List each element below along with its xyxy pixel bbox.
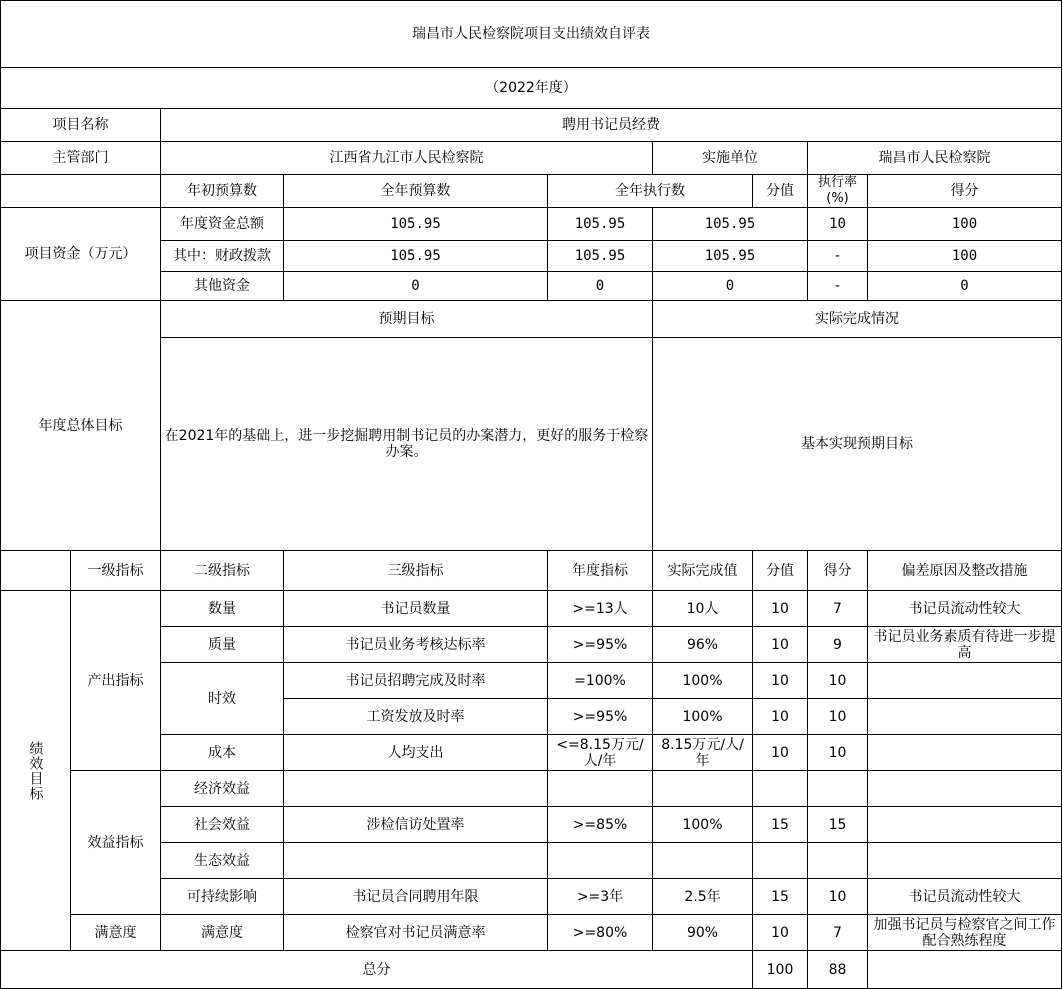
funds-cell: - bbox=[808, 241, 868, 272]
weight-cell: 15 bbox=[753, 807, 808, 843]
total-score: 88 bbox=[808, 951, 868, 989]
score-cell: 10 bbox=[808, 699, 868, 735]
funds-cell: 0 bbox=[284, 272, 548, 301]
funds-label: 项目资金（万元） bbox=[1, 208, 161, 301]
funds-header-rate: 执行率(%) bbox=[808, 175, 868, 208]
reason-cell bbox=[868, 771, 1062, 807]
funds-header-weight: 分值 bbox=[753, 175, 808, 208]
funds-header-initial: 年初预算数 bbox=[161, 175, 284, 208]
actual-cell bbox=[653, 771, 753, 807]
weight-cell: 15 bbox=[753, 879, 808, 915]
score-cell: 9 bbox=[808, 627, 868, 663]
weight-cell: 10 bbox=[753, 735, 808, 771]
perf-header: 一级指标 bbox=[71, 551, 161, 591]
funds-header-score: 得分 bbox=[868, 175, 1062, 208]
target-cell bbox=[548, 843, 653, 879]
actual-cell: 8.15万元/人/年 bbox=[653, 735, 753, 771]
weight-cell: 10 bbox=[753, 915, 808, 951]
total-weight: 100 bbox=[753, 951, 808, 989]
funds-cell: 0 bbox=[653, 272, 808, 301]
funds-row-label: 其中：财政拨款 bbox=[161, 241, 284, 272]
score-cell: 7 bbox=[808, 591, 868, 627]
perf-header: 三级指标 bbox=[284, 551, 548, 591]
level2-cell: 成本 bbox=[161, 735, 284, 771]
score-cell bbox=[808, 843, 868, 879]
annual-goal-label: 年度总体目标 bbox=[1, 301, 161, 551]
weight-cell bbox=[753, 771, 808, 807]
output-indicator-label: 产出指标 bbox=[71, 591, 161, 771]
actual-cell: 100% bbox=[653, 699, 753, 735]
reason-cell: 书记员流动性较大 bbox=[868, 591, 1062, 627]
perf-header: 实际完成值 bbox=[653, 551, 753, 591]
perf-header: 偏差原因及整改措施 bbox=[868, 551, 1062, 591]
level3-cell: 书记员业务考核达标率 bbox=[284, 627, 548, 663]
target-cell: >=13人 bbox=[548, 591, 653, 627]
level3-cell: 涉检信访处置率 bbox=[284, 807, 548, 843]
reason-cell: 书记员业务素质有待进一步提高 bbox=[868, 627, 1062, 663]
score-cell: 10 bbox=[808, 735, 868, 771]
funds-cell: 105.95 bbox=[548, 208, 653, 241]
perf-header: 二级指标 bbox=[161, 551, 284, 591]
benefit-indicator-label: 效益指标 bbox=[71, 771, 161, 915]
level2-cell: 经济效益 bbox=[161, 771, 284, 807]
funds-header-blank bbox=[1, 175, 161, 208]
perf-header: 分值 bbox=[753, 551, 808, 591]
reason-cell: 加强书记员与检察官之间工作配合熟练程度 bbox=[868, 915, 1062, 951]
score-cell bbox=[808, 771, 868, 807]
weight-cell bbox=[753, 843, 808, 879]
weight-cell: 10 bbox=[753, 591, 808, 627]
funds-row-label: 年度资金总额 bbox=[161, 208, 284, 241]
actual-completion-header: 实际完成情况 bbox=[653, 301, 1062, 338]
score-cell: 7 bbox=[808, 915, 868, 951]
funds-cell: 105.95 bbox=[284, 208, 548, 241]
level2-cell: 可持续影响 bbox=[161, 879, 284, 915]
target-cell: >=3年 bbox=[548, 879, 653, 915]
level2-cell: 满意度 bbox=[161, 915, 284, 951]
level3-cell: 工资发放及时率 bbox=[284, 699, 548, 735]
actual-cell bbox=[653, 843, 753, 879]
target-cell: >=85% bbox=[548, 807, 653, 843]
funds-cell: - bbox=[808, 272, 868, 301]
actual-cell: 2.5年 bbox=[653, 879, 753, 915]
actual-cell: 90% bbox=[653, 915, 753, 951]
actual-cell: 100% bbox=[653, 807, 753, 843]
reason-cell: 书记员流动性较大 bbox=[868, 879, 1062, 915]
level3-cell: 书记员招聘完成及时率 bbox=[284, 663, 548, 699]
funds-header-executed: 全年执行数 bbox=[548, 175, 753, 208]
level3-cell: 书记员合同聘用年限 bbox=[284, 879, 548, 915]
level2-cell: 时效 bbox=[161, 663, 284, 735]
level3-cell bbox=[284, 771, 548, 807]
target-cell: >=95% bbox=[548, 699, 653, 735]
funds-header-annual: 全年预算数 bbox=[284, 175, 548, 208]
score-cell: 10 bbox=[808, 879, 868, 915]
level3-cell: 书记员数量 bbox=[284, 591, 548, 627]
reason-cell bbox=[868, 735, 1062, 771]
funds-cell: 105.95 bbox=[653, 241, 808, 272]
level2-cell: 生态效益 bbox=[161, 843, 284, 879]
expected-goal-header: 预期目标 bbox=[161, 301, 653, 338]
score-cell: 10 bbox=[808, 663, 868, 699]
reason-cell bbox=[868, 843, 1062, 879]
perf-header: 得分 bbox=[808, 551, 868, 591]
total-label: 总分 bbox=[1, 951, 753, 989]
expected-goal-text: 在2021年的基础上，进一步挖掘聘用制书记员的办案潜力，更好的服务于检察办案。 bbox=[161, 338, 653, 551]
weight-cell: 10 bbox=[753, 627, 808, 663]
funds-cell: 105.95 bbox=[548, 241, 653, 272]
level3-cell bbox=[284, 843, 548, 879]
level2-cell: 质量 bbox=[161, 627, 284, 663]
perf-header-blank bbox=[1, 551, 71, 591]
level3-cell: 检察官对书记员满意率 bbox=[284, 915, 548, 951]
funds-cell: 100 bbox=[868, 241, 1062, 272]
reason-cell bbox=[868, 807, 1062, 843]
reason-cell bbox=[868, 663, 1062, 699]
dept-label: 主管部门 bbox=[1, 142, 161, 175]
perf-header: 年度指标 bbox=[548, 551, 653, 591]
weight-cell: 10 bbox=[753, 663, 808, 699]
funds-cell: 0 bbox=[548, 272, 653, 301]
project-name-value: 聘用书记员经费 bbox=[161, 109, 1062, 142]
target-cell: >=95% bbox=[548, 627, 653, 663]
project-name-label: 项目名称 bbox=[1, 109, 161, 142]
level3-cell: 人均支出 bbox=[284, 735, 548, 771]
level2-cell: 数量 bbox=[161, 591, 284, 627]
year-label: （2022年度） bbox=[1, 68, 1062, 109]
page-title: 瑞昌市人民检察院项目支出绩效自评表 bbox=[1, 1, 1062, 68]
level2-cell: 社会效益 bbox=[161, 807, 284, 843]
satisfaction-indicator-label: 满意度 bbox=[71, 915, 161, 951]
unit-label: 实施单位 bbox=[653, 142, 808, 175]
target-cell: >=80% bbox=[548, 915, 653, 951]
unit-value: 瑞昌市人民检察院 bbox=[808, 142, 1062, 175]
reason-cell bbox=[868, 699, 1062, 735]
actual-cell: 10人 bbox=[653, 591, 753, 627]
target-cell: <=8.15万元/人/年 bbox=[548, 735, 653, 771]
dept-value: 江西省九江市人民检察院 bbox=[161, 142, 653, 175]
funds-cell: 0 bbox=[868, 272, 1062, 301]
funds-cell: 105.95 bbox=[653, 208, 808, 241]
funds-cell: 105.95 bbox=[284, 241, 548, 272]
perf-side-label: 绩效目标 bbox=[1, 591, 71, 951]
weight-cell: 10 bbox=[753, 699, 808, 735]
score-cell: 15 bbox=[808, 807, 868, 843]
actual-cell: 100% bbox=[653, 663, 753, 699]
actual-completion-text: 基本实现预期目标 bbox=[653, 338, 1062, 551]
target-cell: =100% bbox=[548, 663, 653, 699]
actual-cell: 96% bbox=[653, 627, 753, 663]
target-cell bbox=[548, 771, 653, 807]
funds-cell: 100 bbox=[868, 208, 1062, 241]
total-blank bbox=[868, 951, 1062, 989]
funds-row-label: 其他资金 bbox=[161, 272, 284, 301]
funds-cell: 10 bbox=[808, 208, 868, 241]
